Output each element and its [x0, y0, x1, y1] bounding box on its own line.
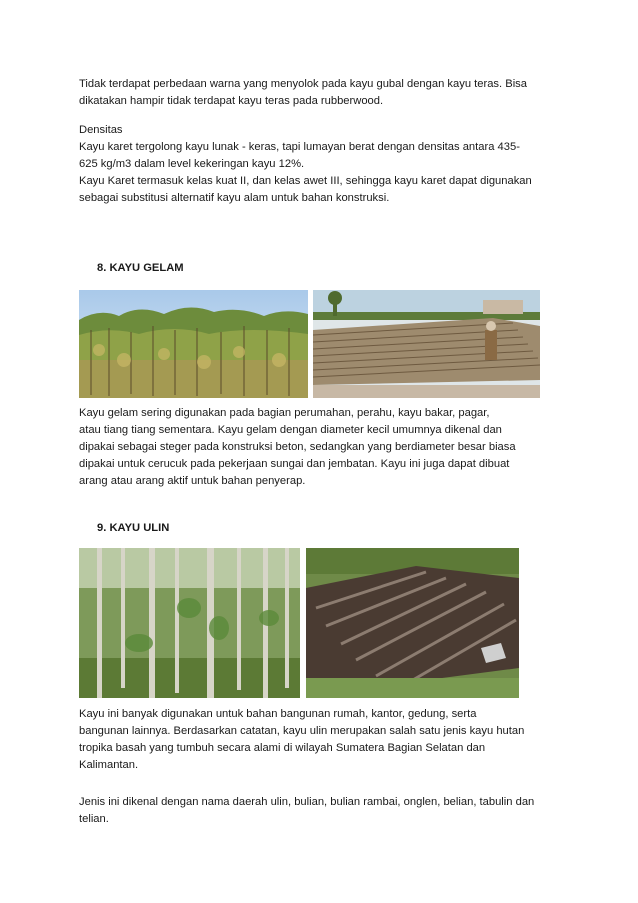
closing-paragraph	[79, 794, 569, 828]
text-line: Densitas	[79, 124, 123, 136]
ulin-timber-photo	[306, 548, 519, 698]
gelam-forest-photo	[79, 290, 308, 398]
text-line: Tidak terdapat perbedaan warna yang menyolok pada kayu gubal dengan kayu teras. Bisa	[79, 78, 528, 90]
text-line: tropika basah yang tumbuh secara alami di wilayah Sumatera Bagian Selatan dan	[79, 742, 486, 754]
section-heading-kayu-ulin: 9. KAYU ULIN	[97, 522, 170, 534]
text-line: dikatakan hampir tidak terdapat kayu teras pada rubberwood.	[79, 95, 384, 107]
text-line: Kalimantan.	[79, 759, 139, 771]
text-line: Jenis ini dikenal dengan nama daerah ulin, bulian, bulian rambai, onglen, belian, tabulin dan	[79, 796, 535, 808]
text-line: sebagai substitusi alternatif kayu alam untuk bahan konstruksi.	[79, 192, 390, 204]
densitas-paragraph	[79, 122, 569, 207]
text-line: 625 kg/m3 dalam level kekeringan kayu 12%.	[79, 158, 305, 170]
intro-paragraph	[79, 76, 569, 110]
text-line: dipakai untuk cerucuk pada pekerjaan sungai dan jembatan. Kayu ini juga dapat dibuat	[79, 458, 510, 470]
ulin-forest-photo	[79, 548, 300, 698]
text-line: Kayu ini banyak digunakan untuk bahan bangunan rumah, kantor, gedung, serta	[79, 708, 477, 720]
text-line: arang atau arang aktif untuk bahan penyerap.	[79, 475, 306, 487]
text-line: Kayu Karet termasuk kelas kuat II, dan kelas awet III, sehingga kayu karet dapat digunakan	[79, 175, 532, 187]
text-line: Kayu gelam sering digunakan pada bagian perumahan, perahu, kayu bakar, pagar,	[79, 407, 490, 419]
text-line: telian.	[79, 813, 109, 825]
section-heading-kayu-gelam: 8. KAYU GELAM	[97, 262, 184, 274]
text-line: dipakai sebagai steger pada konstruksi beton, sedangkan yang berdiameter besar biasa	[79, 441, 516, 453]
gelam-logs-photo	[313, 290, 540, 398]
text-line: bangunan lainnya. Berdasarkan catatan, kayu ulin merupakan salah satu jenis kayu hutan	[79, 725, 525, 737]
ulin-paragraph	[79, 706, 569, 774]
text-line: Kayu karet tergolong kayu lunak - keras, tapi lumayan berat dengan densitas antara 435-	[79, 141, 520, 153]
gelam-paragraph	[79, 405, 569, 490]
text-line: atau tiang tiang sementara. Kayu gelam dengan diameter kecil umumnya dikenal dan	[79, 424, 502, 436]
